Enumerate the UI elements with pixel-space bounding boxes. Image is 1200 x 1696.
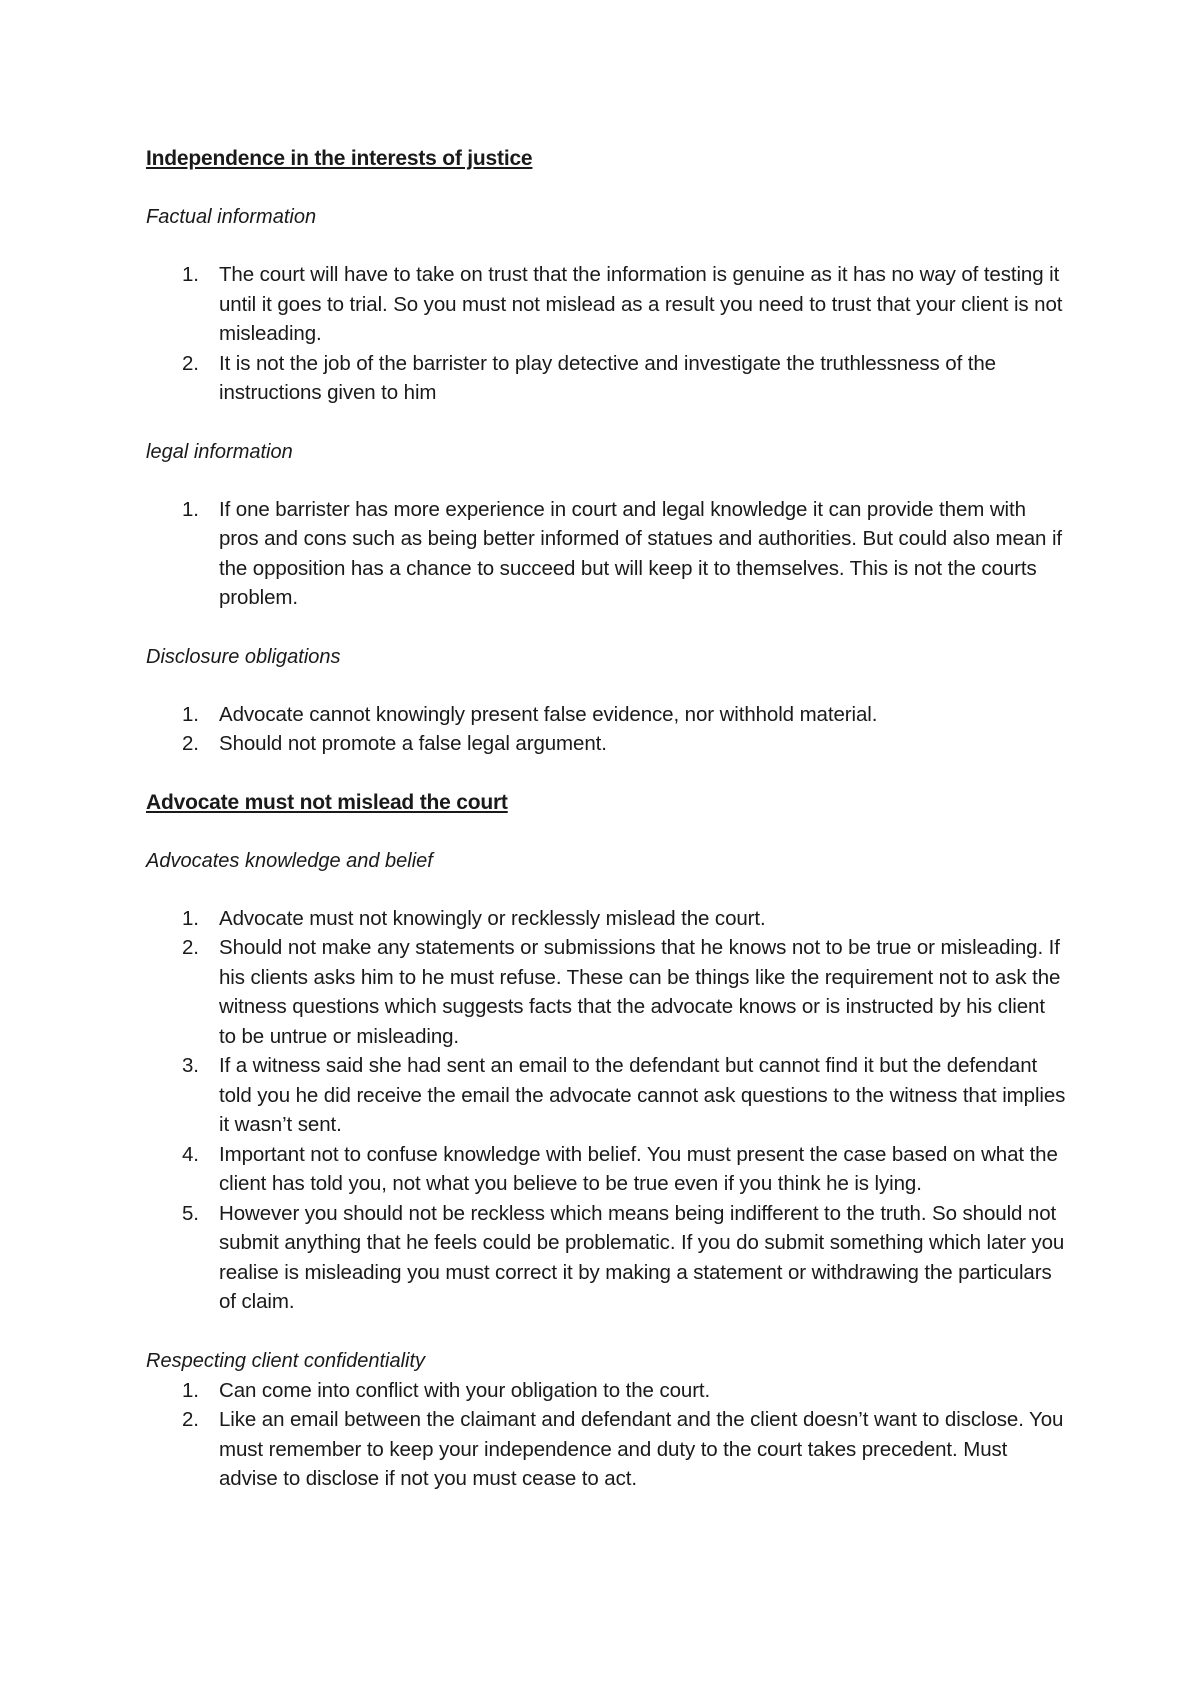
list-item-text: If a witness said she had sent an email to the defendant but cannot find it but the defendant told you he did receive the email the advocate cannot ask questions to the witness that implies it wasn’t sent. <box>219 1054 1066 1136</box>
list-item-text: Advocate cannot knowingly present false evidence, nor withhold material. <box>219 702 878 726</box>
list-item-text: If one barrister has more experience in court and legal knowledge it can provide them with pros and cons such as being better informed of statues and authorities. But could also mean if the opposition has a chance to succeed but will keep it to themselves. This is not the courts problem. <box>219 497 1062 609</box>
list-item <box>146 1405 1066 1494</box>
list-number: 1. <box>182 497 199 521</box>
list-number: 2. <box>182 732 199 755</box>
list-number: 2. <box>182 936 199 959</box>
list-item <box>146 700 1066 730</box>
list-number: 3. <box>182 1054 199 1077</box>
numbered-list <box>146 904 1066 1317</box>
list-item-text: Important not to confuse knowledge with belief. You must present the case based on what the client has told you, not what you believe to be true even if you think he is lying. <box>219 1142 1058 1195</box>
list-number: 2. <box>182 1408 199 1431</box>
list-item-text: Should not make any statements or submissions that he knows not to be true or misleading. If his clients asks him to he must refuse. These can be things like the requirement not to ask the witness questions which suggests facts that the advocate knows or is instructed by his client to be untrue or misleading. <box>219 936 1061 1048</box>
list-item <box>146 1376 1066 1406</box>
list-item <box>146 933 1066 1051</box>
list-item <box>146 729 1066 759</box>
numbered-list <box>146 495 1066 613</box>
list-number: 1. <box>182 1378 199 1402</box>
subsection-title: Factual information <box>146 206 317 228</box>
list-item-text: Advocate must not knowingly or recklessly mislead the court. <box>219 906 766 930</box>
list-item <box>146 1199 1066 1317</box>
list-number: 5. <box>182 1201 199 1225</box>
list-number: 1. <box>182 906 199 930</box>
numbered-list <box>146 1376 1066 1494</box>
subsection-title: Respecting client confidentiality <box>146 1349 426 1372</box>
list-item-text: Should not promote a false legal argument. <box>219 732 607 755</box>
list-item-text: It is not the job of the barrister to play detective and investigate the truthlessness of the instructions given to him <box>219 351 996 404</box>
document-page <box>146 144 1066 1494</box>
numbered-list <box>146 260 1066 408</box>
list-item-text: Can come into conflict with your obligation to the court. <box>219 1378 711 1402</box>
list-item <box>146 495 1066 613</box>
list-item <box>146 904 1066 934</box>
list-number: 1. <box>182 263 199 286</box>
list-item <box>146 1140 1066 1199</box>
list-item-text: However you should not be reckless which means being indifferent to the truth. So should not submit anything that he feels could be problematic. If you do submit something which later you realise is misleading you must correct it by making a statement or withdrawing the particulars of claim. <box>219 1201 1065 1313</box>
list-item <box>146 349 1066 408</box>
list-item-text: Like an email between the claimant and defendant and the client doesn’t want to disclose. You must remember to keep your independence and duty to the court takes precedent. Must advise to disclose if not you must cease to act. <box>219 1408 1064 1490</box>
list-number: 2. <box>182 351 199 375</box>
list-number: 4. <box>182 1142 199 1166</box>
section-heading: Advocate must not mislead the court <box>146 790 508 814</box>
section-heading: Independence in the interests of justice <box>146 147 533 170</box>
list-number: 1. <box>182 702 199 726</box>
subsection-title: Disclosure obligations <box>146 645 341 668</box>
subsection-title: legal information <box>146 440 293 463</box>
list-item <box>146 1051 1066 1140</box>
list-item <box>146 260 1066 349</box>
numbered-list <box>146 700 1066 759</box>
list-item-text: The court will have to take on trust that the information is genuine as it has no way of testing it until it goes to trial. So you must not mislead as a result you need to trust that your client is not misleading. <box>219 263 1063 345</box>
subsection-title: Advocates knowledge and belief <box>146 849 433 872</box>
